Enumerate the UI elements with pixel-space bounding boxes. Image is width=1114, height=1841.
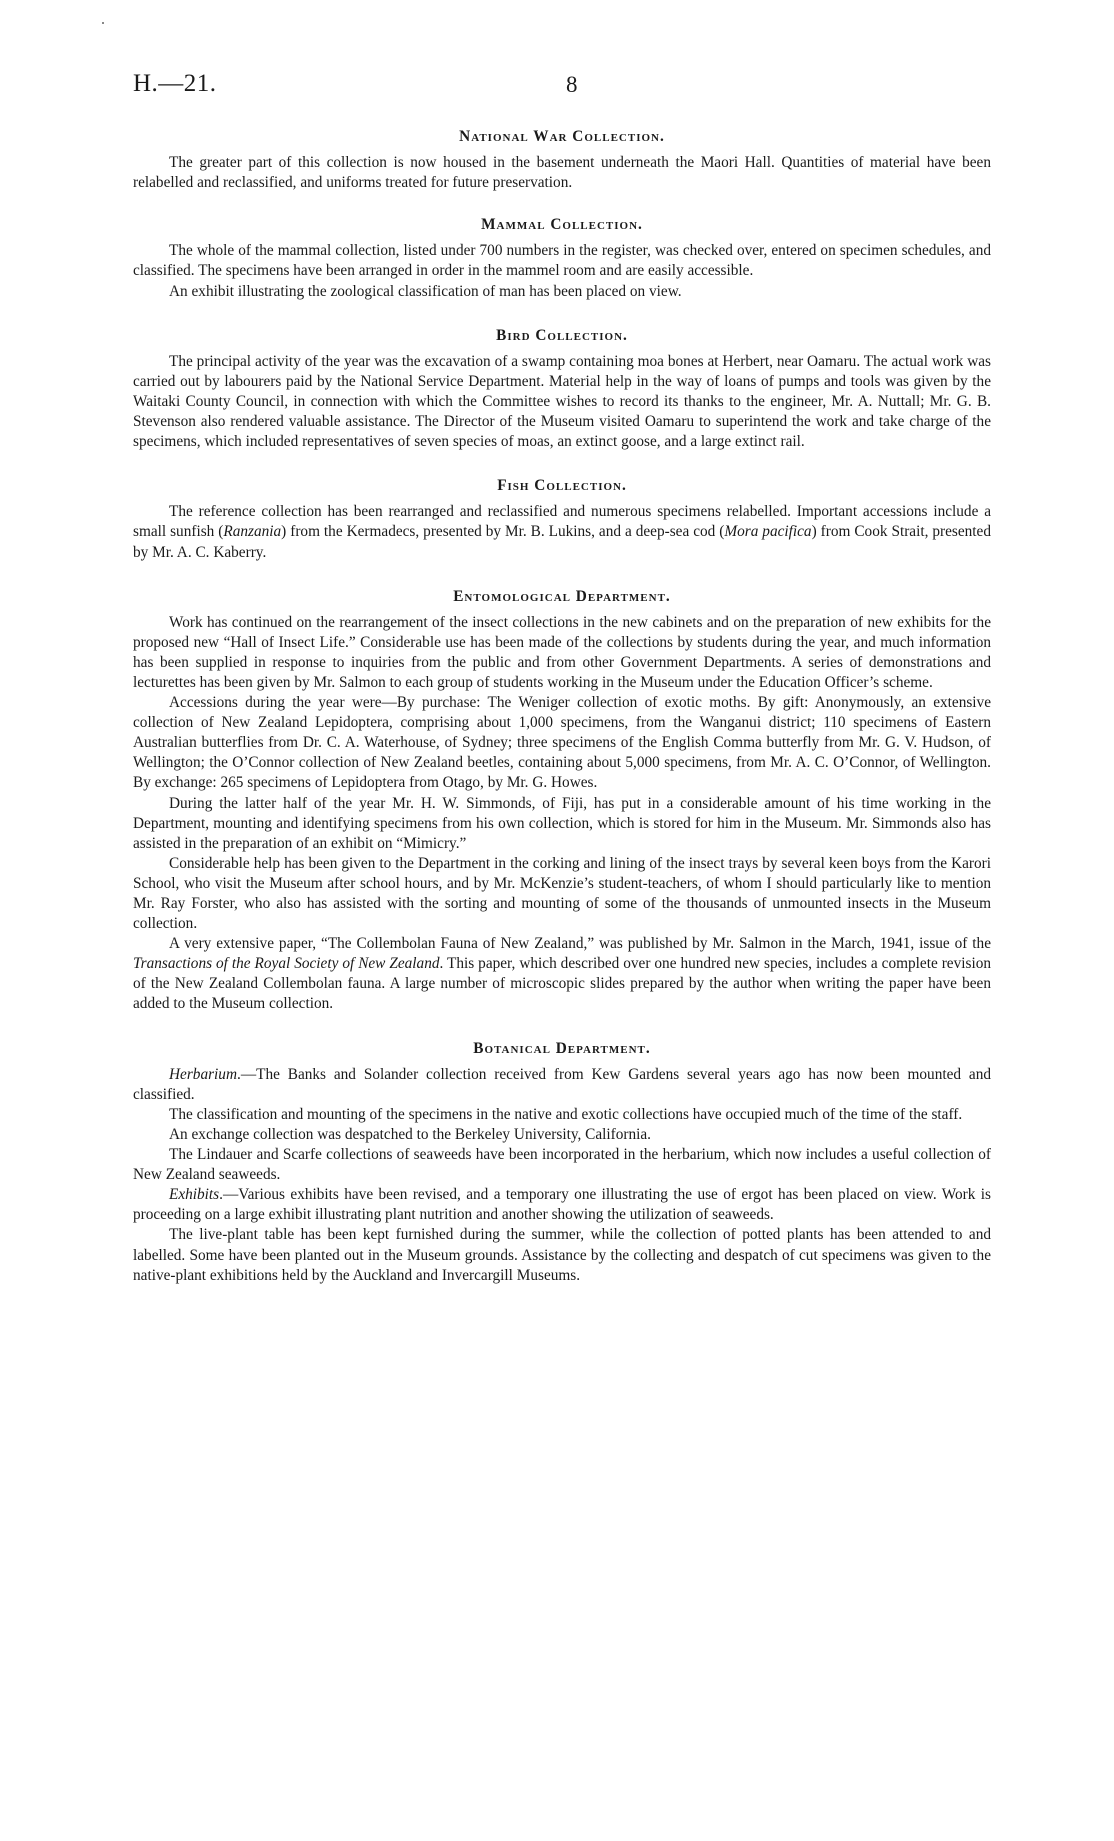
text-run: ) from the Kermadecs, presented by Mr. B. Lukins, and a deep-sea cod ( bbox=[281, 523, 725, 541]
paragraph: During the latter half of the year Mr. H. W. Simmonds, of Fiji, has put in a considerable amount of his time working in the Department, mounting and identifying specimens from his own collection, which is stored for him in the Museum. Mr. Simmonds also has assisted in the preparation of an exhibit on “Mimicry.” bbox=[133, 794, 991, 852]
section-heading: National War Collection. bbox=[459, 128, 665, 145]
section-heading: Botanical Department. bbox=[473, 1039, 651, 1057]
paragraph: The principal activity of the year was the excavation of a swamp containing moa bones at Herbert, near Oamaru. The actual work was carried out by labourers paid by the National Service Department. Material help in the way of loans of pumps and tools was given by the Waitaki County Council, in connection with which the Committee wishes to record its thanks to the engineer, Mr. A. Nuttall; Mr. G. B. Stevenson also rendered valuable assistance. The Director of the Museum visited Oamaru to superintend the work and take charge of the specimens, which included representatives of seven species of moas, an extinct goose, and a large extinct rail. bbox=[133, 352, 991, 451]
paragraph: The Lindauer and Scarfe collections of seaweeds have been incorporated in the herbarium, which now includes a useful collection of New Zealand seaweeds. bbox=[133, 1146, 991, 1184]
section-heading: Fish Collection. bbox=[497, 477, 627, 495]
paragraph: Work has continued on the rearrangement of the insect collections in the new cabinets and on the preparation of new exhibits for the proposed new “Hall of Insect Life.” Considerable use has been made of the collections by students during the year, and much information has been supplied in response to inquiries from the public and from other Government Departments. A series of demonstrations and lecturettes has been given by Mr. Salmon to each group of students working in the Museum under the Education Officer’s scheme. bbox=[133, 613, 991, 691]
paragraph: The greater part of this collection is now housed in the basement underneath the Maori Hall. Quantities of material have been relabelled and reclassified, and uniforms treated for future preservation. bbox=[133, 154, 991, 192]
section-heading: Entomological Department. bbox=[453, 587, 671, 605]
section-heading: Mammal Collection. bbox=[481, 216, 643, 234]
section-fish-collection bbox=[133, 476, 991, 562]
species-name-italic: Ranzania bbox=[223, 523, 282, 541]
paragraph: Considerable help has been given to the Department in the corking and lining of the insect trays by several keen boys from the Karori School, who visit the Museum after school hours, and by Mr. McKenzie’s student-teachers, of whom I should particularly like to mention Mr. Ray Forster, who also has assisted with the sorting and mounting of some of the thousands of unmounted insects in the Museum collection. bbox=[133, 854, 991, 933]
text-run: . This paper, which described over one hundred new species, includes a complete revision of the New Zealand Collembolan fauna. A large number of microscopic slides prepared by the author when writing the paper have been added to the Museum collection. bbox=[133, 955, 991, 1013]
page-number: 8 bbox=[566, 72, 578, 97]
text-run: A very extensive paper, “The Collembolan Fauna of New Zealand,” was published by Mr. Salmon in the March, 1941, issue of the bbox=[169, 935, 991, 953]
subheading-exhibits: Exhibits bbox=[169, 1186, 220, 1204]
text-run: .—Various exhibits have been revised, and a temporary one illustrating the use of ergot has been placed on view. Work is proceeding on a large exhibit illustrating plant nutrition and another showing the utilization of seaweeds. bbox=[133, 1186, 991, 1224]
journal-title-italic: Transactions of the Royal Society of New Zealand bbox=[133, 955, 440, 973]
section-national-war-collection bbox=[133, 127, 991, 193]
paragraph: The classification and mounting of the specimens in the native and exotic collections have occupied much of the time of the staff. bbox=[169, 1105, 963, 1123]
paragraph: An exhibit illustrating the zoological classification of man has been placed on view. bbox=[169, 282, 682, 300]
paragraph: The live-plant table has been kept furnished during the summer, while the collection of potted plants has been attended to and labelled. Some have been planted out in the Museum grounds. Assistance by the collecting and despatch of cut specimens was given to the native-plant exhibitions held by the Auckland and Invercargill Museums. bbox=[133, 1226, 991, 1284]
section-mammal-collection bbox=[133, 215, 991, 301]
text-run: ) from Cook Strait, presented by Mr. A. C. Kaberry. bbox=[133, 523, 991, 561]
section-heading: Bird Collection. bbox=[496, 326, 628, 344]
paragraph bbox=[133, 502, 991, 562]
text-run: .—The Banks and Solander collection received from Kew Gardens several years ago has now been mounted and classified. bbox=[133, 1065, 991, 1103]
section-botanical-department bbox=[133, 1039, 991, 1286]
paragraph: Accessions during the year were—By purchase: The Weniger collection of exotic moths. By gift: Anonymously, an extensive collection of New Zealand Lepidoptera, comprising about 1,000 specimens, from the Wanganui district; 110 specimens of Eastern Australian butterflies from Dr. C. A. Waterhouse, of Sydney; three specimens of the English Comma butterfly from Mr. G. V. Hudson, of Wellington; the O’Connor collection of New Zealand beetles, containing about 5,000 specimens, from Mr. A. C. O’Connor, of Wellington. By exchange: 265 specimens of Lepidoptera from Otago, by Mr. G. Howes. bbox=[133, 694, 991, 792]
paragraph: The whole of the mammal collection, listed under 700 numbers in the register, was checked over, entered on specimen schedules, and classified. The specimens have been arranged in order in the mammel room and are easily accessible. bbox=[133, 242, 991, 280]
paragraph: An exchange collection was despatched to the Berkeley University, California. bbox=[169, 1125, 651, 1143]
species-name-italic: Mora pacifica bbox=[724, 523, 812, 541]
text-run: The reference collection has been rearranged and reclassified and numerous specimens relabelled. Important accessions include a small sunfish ( bbox=[133, 503, 991, 541]
section-bird-collection bbox=[133, 326, 991, 453]
subheading-herbarium: Herbarium bbox=[169, 1065, 237, 1083]
page-body bbox=[133, 127, 991, 1286]
paragraph bbox=[133, 934, 991, 1014]
section-entomological-department bbox=[133, 587, 991, 1015]
scan-speck bbox=[102, 22, 104, 24]
page-header bbox=[133, 70, 991, 110]
paragraph bbox=[133, 1185, 991, 1225]
document-reference: H.—21. bbox=[133, 70, 217, 97]
paragraph bbox=[133, 1065, 991, 1105]
